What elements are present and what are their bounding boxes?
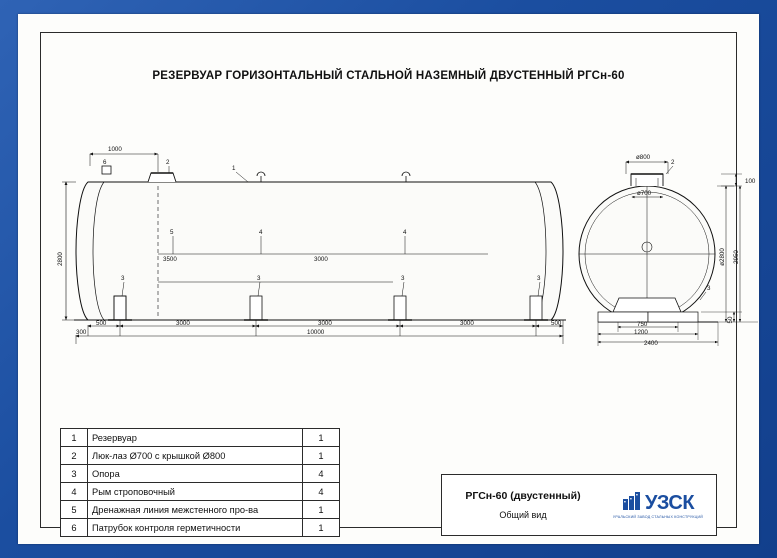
callout-4b: 4 <box>403 229 407 236</box>
part-number: 1 <box>61 429 88 447</box>
callout-3b: 3 <box>257 275 261 282</box>
table-row <box>61 429 340 447</box>
part-number: 3 <box>61 465 88 483</box>
drawing-sheet <box>18 14 759 544</box>
parts-table <box>60 428 340 537</box>
part-qty: 1 <box>303 429 340 447</box>
part-qty: 1 <box>303 501 340 519</box>
part-name: Люк-лаз Ø700 с крышкой Ø800 <box>88 447 303 465</box>
callout-1: 1 <box>232 165 236 172</box>
dim-d700: ø700 <box>637 190 652 197</box>
dim-2400: 2400 <box>644 340 658 347</box>
dim-100: 100 <box>745 178 756 185</box>
title-block <box>441 474 717 536</box>
end-callout-2: 2 <box>671 159 675 166</box>
part-number: 4 <box>61 483 88 501</box>
dim-3500: 3500 <box>163 256 177 263</box>
part-name: Рым строповочный <box>88 483 303 501</box>
dim-d800: ø800 <box>636 154 651 161</box>
part-name: Патрубок контроля герметичности <box>88 519 303 537</box>
end-callout-3: 3 <box>707 285 711 292</box>
callout-4a: 4 <box>259 229 263 236</box>
company-logo <box>604 475 716 535</box>
part-name: Опора <box>88 465 303 483</box>
part-name: Дренажная линия межстенного про-ва <box>88 501 303 519</box>
dim-2950: 2950 <box>733 250 740 264</box>
dim-300: 300 <box>76 329 87 336</box>
dim-2800: 2800 <box>57 252 64 266</box>
callout-6: 6 <box>103 159 107 166</box>
callout-3a: 3 <box>121 275 125 282</box>
table-row <box>61 447 340 465</box>
dim-50: 50 <box>727 316 734 324</box>
dim-500-left: 500 <box>96 320 107 327</box>
callout-5: 5 <box>170 229 174 236</box>
title-block-subtitle: Общий вид <box>499 510 547 520</box>
page-title: РЕЗЕРВУАР ГОРИЗОНТАЛЬНЫЙ СТАЛЬНОЙ НАЗЕМНЫЙ ДВУСТЕННЫЙ РГСн-60 <box>152 70 625 82</box>
dim-1000: 1000 <box>108 146 122 153</box>
factory-icon <box>622 491 642 511</box>
table-row <box>61 501 340 519</box>
title-block-text <box>442 475 604 535</box>
dim-500-right: 500 <box>551 320 562 327</box>
part-number: 2 <box>61 447 88 465</box>
dim-750: 750 <box>637 321 648 328</box>
part-name: Резервуар <box>88 429 303 447</box>
callout-3c: 3 <box>401 275 405 282</box>
logo-tagline: УРАЛЬСКИЙ ЗАВОД СТАЛЬНЫХ КОНСТРУКЦИЙ <box>612 515 704 519</box>
table-row <box>61 483 340 501</box>
callout-3d: 3 <box>537 275 541 282</box>
dim-3000-c: 3000 <box>460 320 474 327</box>
callout-2: 2 <box>166 159 170 166</box>
part-qty: 4 <box>303 465 340 483</box>
dim-3000-a: 3000 <box>176 320 190 327</box>
table-row <box>61 465 340 483</box>
part-number: 5 <box>61 501 88 519</box>
part-qty: 4 <box>303 483 340 501</box>
table-row <box>61 519 340 537</box>
title-block-title: РГСн-60 (двустенный) <box>465 490 581 502</box>
logo-row <box>622 491 694 513</box>
part-qty: 1 <box>303 447 340 465</box>
dim-3000-inner: 3000 <box>314 256 328 263</box>
dim-1200: 1200 <box>634 329 648 336</box>
part-number: 6 <box>61 519 88 537</box>
dim-3000-b: 3000 <box>318 320 332 327</box>
dim-d2800: ø2800 <box>719 248 726 266</box>
logo-wordmark: УЗСК <box>644 492 695 514</box>
part-qty: 1 <box>303 519 340 537</box>
dim-10000: 10000 <box>307 329 325 336</box>
